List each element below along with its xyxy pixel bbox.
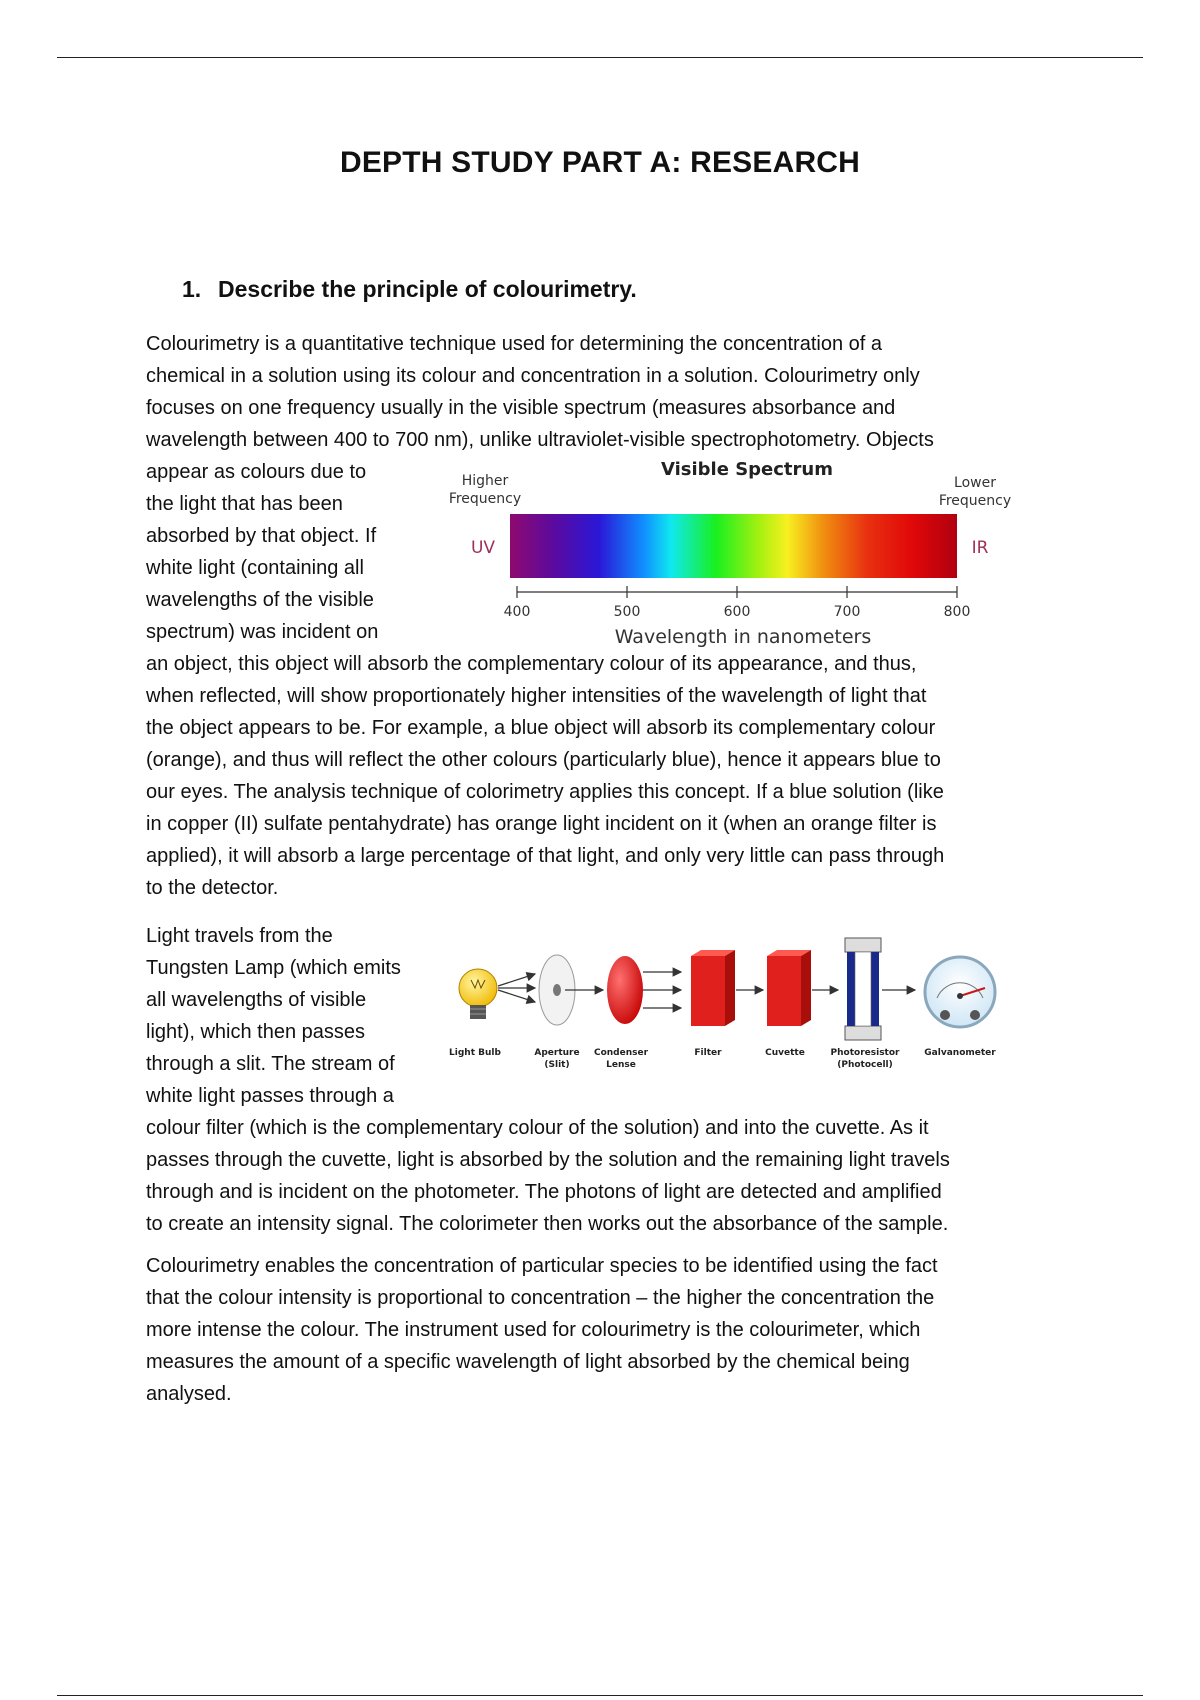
paragraph-line: in copper (II) sulfate pentahydrate) has orange light incident on it (when an orange filter is (146, 813, 937, 835)
spectrum-tick-label: 500 (613, 604, 641, 620)
paragraph-line: absorbed by that object. If (146, 525, 377, 547)
ir-label: IR (971, 538, 989, 558)
label-light-bulb: Light Bulb (449, 1048, 501, 1058)
lower-frequency-label-2: Frequency (938, 493, 1012, 509)
paragraph-line: applied), it will absorb a large percentage of that light, and only very little can pass through (146, 845, 945, 867)
label-aperture: Aperture (534, 1048, 580, 1058)
filter-icon (691, 950, 735, 1026)
bottom-rule (57, 1695, 1143, 1696)
paragraph-line: focuses on one frequency usually in the visible spectrum (measures absorbance and (146, 397, 896, 419)
label-cuvette: Cuvette (765, 1048, 805, 1058)
label-photocell: (Photocell) (837, 1060, 893, 1070)
page-title: DEPTH STUDY PART A: RESEARCH (339, 146, 861, 179)
paragraph-line: white light (containing all (146, 557, 364, 579)
spectrum-axis-label: Wavelength in nanometers (614, 626, 872, 648)
label-aperture-slit: (Slit) (544, 1060, 570, 1070)
paragraph-line: wavelengths of the visible (146, 589, 374, 611)
label-condenser-lens: Lense (606, 1060, 636, 1070)
spectrum-tick-label: 800 (943, 604, 971, 620)
paragraph-line: to create an intensity signal. The colorimeter then works out the absorbance of the sample. (146, 1213, 949, 1235)
paragraph-line: passes through the cuvette, light is absorbed by the solution and the remaining light travels (146, 1149, 950, 1171)
label-photoresistor: Photoresistor (830, 1048, 900, 1058)
top-rule (57, 57, 1143, 58)
apparatus-labels (449, 1048, 996, 1070)
question-heading (182, 276, 637, 303)
spectrum-title: Visible Spectrum (661, 459, 833, 480)
paragraph-line: wavelength between 400 to 700 nm), unlike ultraviolet-visible spectrophotometry. Objects (146, 429, 934, 451)
paragraph-line: when reflected, will show proportionately higher intensities of the wavelength of light that (146, 685, 927, 707)
paragraph-line: the light that has been (146, 493, 343, 515)
light-rays (498, 974, 535, 1002)
paragraph-line: Colourimetry is a quantitative technique used for determining the concentration of a (146, 333, 882, 355)
paragraph-line: measures the amount of a specific wavelength of light absorbed by the chemical being (146, 1351, 910, 1373)
paragraph-line: our eyes. The analysis technique of colorimetry applies this concept. If a blue solution (like (146, 781, 944, 803)
paragraph-line: Light travels from the (146, 925, 333, 947)
paragraph-line: more intense the colour. The instrument used for colourimetry is the colourimeter, which (146, 1319, 921, 1341)
spectrum-tick-label: 600 (723, 604, 751, 620)
paragraph-line: (orange), and thus will reflect the other colours (particularly blue), hence it appears blue to (146, 749, 941, 771)
lower-frequency-label: Lower (954, 475, 996, 491)
paragraph-line: an object, this object will absorb the complementary colour of its appearance, and thus, (146, 653, 917, 675)
galvanometer-icon (925, 957, 995, 1027)
visible-spectrum-figure (425, 452, 1030, 652)
paragraph-line: chemical in a solution using its colour and concentration in a solution. Colourimetry only (146, 365, 920, 387)
label-galvanometer: Galvanometer (924, 1048, 996, 1058)
question-number: 1. (182, 276, 202, 302)
paragraph-line: all wavelengths of visible (146, 989, 367, 1011)
paragraph-line: the object appears to be. For example, a blue object will absorb its complementary colour (146, 717, 936, 739)
paragraph-line: to the detector. (146, 877, 279, 899)
paragraph-3 (146, 1250, 1046, 1410)
uv-label: UV (470, 538, 496, 558)
lens-arrows (643, 972, 681, 1008)
paragraph-line: through a slit. The stream of (146, 1053, 395, 1075)
photoresistor-icon (845, 938, 881, 1040)
paragraph-line: that the colour intensity is proportional to concentration – the higher the concentration the (146, 1287, 935, 1309)
paragraph-line: through and is incident on the photometer. The photons of light are detected and amplified (146, 1181, 942, 1203)
paragraph-line: spectrum) was incident on (146, 621, 379, 643)
paragraph-line: light), which then passes (146, 1021, 366, 1043)
paragraph-line: analysed. (146, 1383, 232, 1405)
paragraph-line: colour filter (which is the complementary colour of the solution) and into the cuvette. As it (146, 1117, 929, 1139)
label-filter: Filter (694, 1048, 722, 1058)
higher-frequency-label: Higher (461, 473, 509, 489)
paragraph-line: Colourimetry enables the concentration of particular species to be identified using the fact (146, 1255, 938, 1277)
label-condenser: Condenser (593, 1048, 649, 1058)
question-text: Describe the principle of colourimetry. (218, 276, 637, 302)
higher-frequency-label-2: Frequency (448, 491, 522, 507)
paragraph-line: appear as colours due to (146, 461, 367, 483)
light-bulb-icon (459, 969, 497, 1019)
paragraph-line: Tungsten Lamp (which emits (146, 957, 401, 979)
spectrum-tick-label: 400 (503, 604, 531, 620)
spectrum-tick-label: 700 (833, 604, 861, 620)
spectrum-bar (510, 514, 957, 578)
spectrum-ticks (504, 586, 971, 620)
paragraph-line: white light passes through a (146, 1085, 394, 1107)
cuvette-icon (767, 950, 811, 1026)
condenser-lens-icon (607, 956, 643, 1024)
colorimeter-apparatus-figure (445, 930, 1010, 1075)
